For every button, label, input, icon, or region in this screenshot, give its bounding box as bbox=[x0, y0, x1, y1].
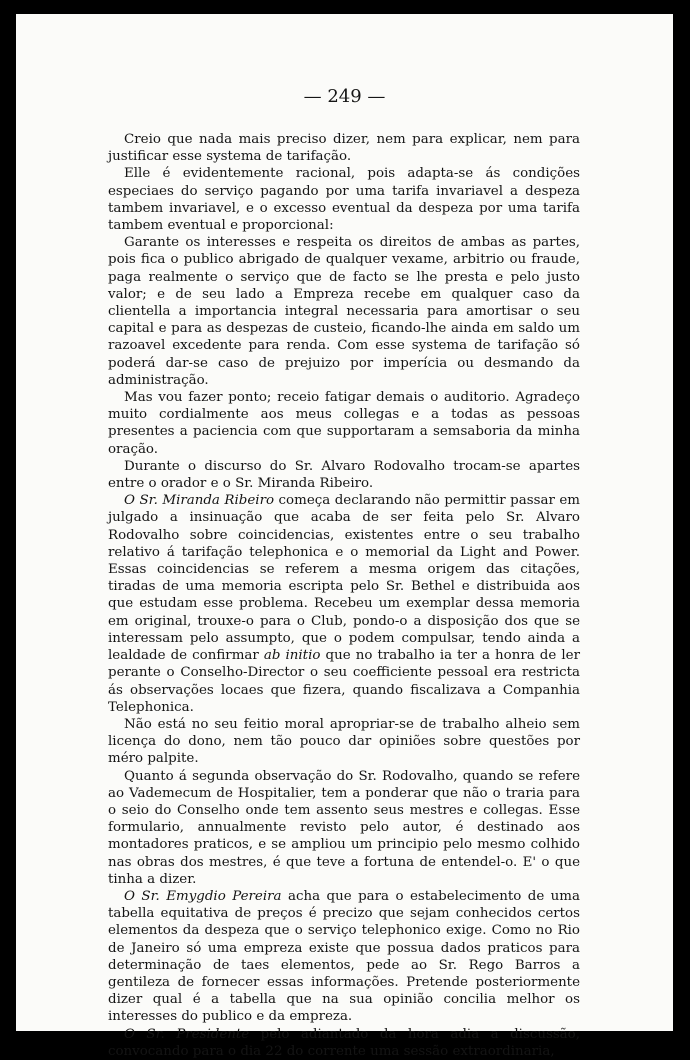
paragraph-text: começa declarando não permittir passar em julgado a insinuação que acaba de ser feita pelo Sr. Alvaro Rodovalho sobre coincidencias, existentes entre o seu trabalho relativo á tarifação telephonica e o memorial da Light and Power. Essas coincidencias se referem a mesma origem das citações, tiradas de uma memoria escripta pelo Sr. Bethel e distribuida aos que estudam esse problema. Recebeu um exemplar dessa memoria em original, trouxe-o para o Club, pondo-o a disposição dos que se interessam pelo assumpto, que o podem compulsar, tendo ainda a lealdade de confirmar bbox=[108, 493, 580, 664]
paragraph-5: Durante o discurso do Sr. Alvaro Rodovalho trocam-se apartes entre o orador e o Sr. Miranda Ribeiro. bbox=[108, 458, 580, 492]
paragraph-10 bbox=[108, 1026, 580, 1060]
paragraph-1: Creio que nada mais preciso dizer, nem para explicar, nem para justificar esse systema de tarifação. bbox=[108, 132, 580, 165]
paragraph-6 bbox=[108, 492, 580, 716]
paragraph-text-continued: que no trabalho ia ter a honra de ler perante o Conselho-Director o seu coefficiente pessoal era restricta ás observações locaes que fizera, quando fiscalizava a Companhia Telephonica. bbox=[108, 648, 580, 715]
speaker-name: O Sr. Miranda Ribeiro bbox=[124, 493, 275, 509]
page-number: — 249 — bbox=[303, 86, 386, 107]
paragraph-2: Elle é evidentemente racional, pois adapta-se ás condições especiaes do serviço pagando por uma tarifa invariavel a despeza tambem invariavel, e o excesso eventual da despeza por uma tarifa tambem eventual e proporcional: bbox=[108, 166, 580, 234]
text-body bbox=[108, 131, 580, 1060]
paragraph-4: Mas vou fazer ponto; receio fatigar demais o auditorio. Agradeço muito cordialmente aos meus collegas e a todas as pessoas presentes a paciencia com que supportaram a semsaboria da minha oração. bbox=[108, 390, 580, 457]
paragraph-3: Garante os interesses e respeita os direitos de ambas as partes, pois fica o publico abrigado de qualquer vexame, arbitrio ou fraude, paga realmente o serviço que de facto se lhe presta e pelo justo valor; e de seu lado a Empreza recebe em qualquer caso da clientella a importancia integral necessaria para amortisar o seu capital e para as despezas de custeio, ficando-lhe ainda em saldo um razoavel excedente para renda. Com esse systema de tarifação só poderá dar-se caso de prejuizo por imperícia ou desmando da administração. bbox=[108, 235, 580, 388]
paragraph-text: pelo adiantado da hora adia a discussão, convocando para o dia 22 do corrente uma sessão extraordinaria, bbox=[108, 1026, 580, 1059]
paragraph-9 bbox=[108, 888, 580, 1026]
document-page bbox=[16, 14, 673, 1059]
latin-phrase: ab initio bbox=[263, 648, 321, 664]
paragraph-text: acha que para o estabelecimento de uma tabella equitativa de preços é precizo que sejam conhecidos certos elementos da despeza que o serviço telephonico exige. Como no Rio de Janeiro só uma empreza existe que possua dados praticos para determinação de taes elementos, pede ao Sr. Rego Barros a gentileza de fornecer essas informações. Pretende posteriormente dizer qual é a tabella que na sua opinião concilia melhor os interesses do publico e da empreza. bbox=[108, 888, 580, 1025]
paragraph-8: Quanto á segunda observação do Sr. Rodovalho, quando se refere ao Vademecum de Hospitalier, tem a ponderar que não o traria para o seio do Conselho onde tem assento seus mestres e collegas. Esse formulario, annualmente revisto pelo autor, é destinado aos montadores praticos, e se ampliou um principio pelo mesmo colhido nas obras dos mestres, é que teve a fortuna de entendel-o. E' o que tinha a dizer. bbox=[108, 768, 580, 887]
speaker-name: O Sr. Emygdio Pereira bbox=[124, 888, 282, 904]
paragraph-7: Não está no seu feitio moral apropriar-se de trabalho alheio sem licença do dono, nem tão pouco dar opiniões sobre questões por méro palpite. bbox=[108, 716, 580, 767]
speaker-name: O Sr. Presidente bbox=[124, 1026, 250, 1042]
